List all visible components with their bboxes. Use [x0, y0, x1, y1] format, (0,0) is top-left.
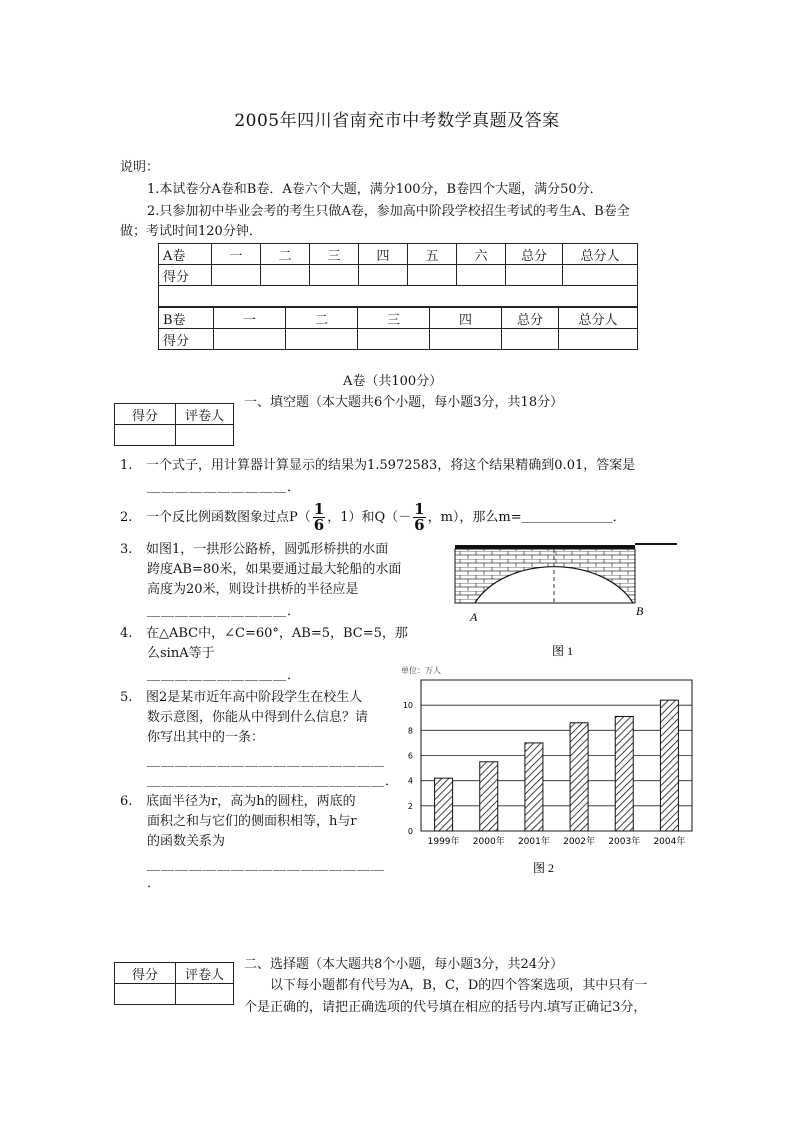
bar [435, 778, 453, 831]
fraction-denominator: 6 [414, 516, 425, 534]
x-tick-label: 1999年 [427, 837, 460, 847]
a-col-2: 二 [261, 244, 310, 265]
question-text: 在△ABC中，∠C=60°，AB=5，BC=5，那 [146, 626, 408, 641]
grader-name-cell[interactable] [176, 425, 234, 446]
fraction-numerator: 1 [414, 500, 425, 518]
question-text: 高度为20米，则设计拱桥的半径应是 [147, 582, 359, 597]
b-score-row [159, 329, 638, 350]
point-a-label: A [470, 610, 478, 624]
a-score-cell[interactable] [506, 265, 563, 286]
grader-name-label: 评卷人 [176, 404, 234, 425]
grader-score-cell[interactable] [115, 984, 176, 1005]
a-col-scorer: 总分人 [563, 244, 638, 265]
page-title: 2005年四川省南充市中考数学真题及答案 [234, 111, 560, 131]
instruction-item-2-cont: 做；考试时间120分钟． [120, 224, 262, 239]
grader-box-1 [114, 403, 234, 446]
grader-name-cell[interactable] [176, 984, 234, 1005]
question-number: 3. [120, 542, 133, 557]
score-table [158, 243, 638, 307]
grader-box-2 [114, 962, 234, 1005]
a-score-cell[interactable] [261, 265, 310, 286]
question-1 [120, 456, 635, 476]
bridge-deck [455, 545, 635, 549]
b-col-scorer: 总分人 [559, 308, 638, 329]
answer-blank[interactable]: ＿＿＿＿＿＿＿＿＿＿＿＿＿＿＿＿＿ [147, 858, 386, 873]
point-b-label: B [636, 604, 644, 618]
a-col-5: 五 [408, 244, 457, 265]
b-col-3: 三 [358, 308, 430, 329]
a-score-label: 得分 [159, 265, 212, 286]
chart-unit-label: 单位：万人 [401, 666, 441, 675]
x-tick-label: 2001年 [517, 837, 550, 847]
part2-instruction-2: 个是正确的，请把正确选项的代号填在相应的括号内.填写正确记3分， [244, 1000, 647, 1015]
a-header-row [159, 244, 638, 265]
fraction-denominator: 6 [313, 516, 325, 534]
spacer-row [159, 286, 638, 307]
b-score-cell[interactable] [502, 329, 559, 350]
question-text: 么sinA等于 [147, 646, 215, 661]
question-text: 底面半径为r，高为h的圆柱，两底的 [146, 794, 356, 809]
question-text: 跨度AB=80米，如果要通过最大轮船的水面 [147, 562, 402, 577]
y-tick-label: 8 [407, 726, 413, 736]
a-col-4: 四 [359, 244, 408, 265]
b-label: B卷 [159, 308, 214, 329]
a-score-cell[interactable] [457, 265, 506, 286]
question-text: 一个反比例函数图象过点P（ [146, 510, 311, 525]
question-text: 如图1，一拱形公路桥，圆弧形桥拱的水面 [146, 542, 389, 557]
question-text: ，m），那么m=＿＿＿＿＿＿＿． [427, 510, 626, 525]
question-4 [120, 624, 408, 644]
y-tick-label: 2 [407, 801, 413, 811]
answer-blank[interactable]: ＿＿＿＿＿＿＿＿＿＿． [147, 668, 302, 683]
y-tick-label: 10 [402, 701, 413, 711]
b-score-label: 得分 [159, 329, 214, 350]
score-table-b [158, 307, 638, 350]
a-score-cell[interactable] [408, 265, 457, 286]
answer-blank[interactable]: ＿＿＿＿＿＿＿＿＿＿． [147, 604, 302, 619]
bar [570, 723, 588, 831]
x-tick-label: 2003年 [608, 837, 641, 847]
question-text: 你写出其中的一条： [147, 730, 265, 745]
grader-score-cell[interactable] [115, 425, 176, 446]
x-tick-label: 2002年 [563, 837, 596, 847]
answer-end: ． [147, 876, 161, 891]
grader-score-label: 得分 [115, 963, 176, 984]
b-score-cell[interactable] [430, 329, 502, 350]
figure-2-chart [395, 662, 700, 882]
grader-header [115, 963, 234, 984]
question-number: 5. [120, 690, 133, 705]
b-col-total: 总分 [502, 308, 559, 329]
section-a-heading: A卷（共100分） [343, 374, 443, 389]
y-tick-label: 4 [407, 776, 413, 786]
chart-grid [421, 680, 692, 831]
question-number: 4. [120, 626, 133, 641]
figure-1-bridge [440, 535, 680, 660]
chart-bars [435, 700, 679, 831]
b-col-4: 四 [430, 308, 502, 329]
a-col-1: 一 [212, 244, 261, 265]
bar [525, 743, 543, 831]
y-tick-label: 6 [407, 751, 413, 761]
instruction-item-1: 1.本试卷分A卷和B卷．A卷六个大题，满分100分，B卷四个大题，满分50分． [147, 182, 603, 197]
part2-instruction-1: 以下每小题都有代号为A，B，C，D的四个答案选项，其中只有一 [270, 978, 648, 993]
answer-blank[interactable]: ＿＿＿＿＿＿＿＿＿＿＿＿＿＿＿＿＿． [147, 774, 400, 789]
part1-title: 一、填空题（本大题共6个小题，每小题3分，共18分） [244, 395, 564, 410]
a-score-cell[interactable] [563, 265, 638, 286]
figure-2-caption: 图 2 [533, 861, 555, 875]
answer-blank[interactable]: ＿＿＿＿＿＿＿＿＿＿． [147, 480, 302, 495]
question-2 [120, 502, 626, 533]
instructions-heading: 说明： [120, 160, 160, 175]
a-score-cell[interactable] [359, 265, 408, 286]
question-3 [120, 540, 388, 560]
a-col-total: 总分 [506, 244, 563, 265]
bar [615, 716, 633, 831]
fraction-numerator: 1 [313, 500, 325, 518]
a-score-row [159, 265, 638, 286]
fraction [413, 502, 425, 533]
question-text: ，1）和Q（－ [327, 510, 412, 525]
grader-score-label: 得分 [115, 404, 176, 425]
b-header-row [159, 308, 638, 329]
grader-header [115, 404, 234, 425]
y-tick-label: 0 [407, 827, 413, 836]
spacer-cell [159, 286, 638, 307]
question-5 [120, 688, 362, 708]
b-col-1: 一 [214, 308, 286, 329]
figure-1-caption: 图 1 [552, 644, 574, 658]
bar [660, 700, 678, 831]
question-number: 1. [120, 458, 133, 473]
b-score-cell[interactable] [559, 329, 638, 350]
question-text: 图2是某市近年高中阶段学生在校生人 [146, 690, 363, 705]
b-col-2: 二 [286, 308, 358, 329]
grader-input-row [115, 425, 234, 446]
b-score-cell[interactable] [358, 329, 430, 350]
question-number: 6. [120, 794, 133, 809]
answer-blank[interactable]: ＿＿＿＿＿＿＿＿＿＿＿＿＿＿＿＿＿ [147, 754, 386, 769]
road-extension [635, 543, 677, 545]
b-score-cell[interactable] [214, 329, 286, 350]
grader-name-label: 评卷人 [176, 963, 234, 984]
a-score-cell[interactable] [310, 265, 359, 286]
a-col-6: 六 [457, 244, 506, 265]
a-col-3: 三 [310, 244, 359, 265]
instruction-item-2: 2.只参加初中毕业会考的考生只做A卷，参加高中阶段学校招生考试的考生A、B卷全 [147, 204, 630, 219]
question-text: 面积之和与它们的侧面积相等，h与r [147, 814, 357, 829]
x-tick-label: 2004年 [653, 837, 686, 847]
fraction [313, 502, 325, 533]
question-text: 一个式子，用计算器计算显示的结果为1.5972583，将这个结果精确到0.01，答案是 [146, 458, 636, 473]
question-6 [120, 792, 356, 812]
a-label: A卷 [159, 244, 212, 265]
b-score-cell[interactable] [286, 329, 358, 350]
part2-title: 二、选择题（本大题共8个小题，每小题3分，共24分） [244, 957, 564, 972]
a-score-cell[interactable] [212, 265, 261, 286]
x-tick-label: 2000年 [472, 837, 505, 847]
bar [480, 762, 498, 831]
grader-input-row [115, 984, 234, 1005]
question-text: 数示意图，你能从中得到什么信息？请 [147, 710, 369, 725]
question-number: 2. [120, 510, 133, 525]
question-text: 的函数关系为 [147, 834, 226, 849]
